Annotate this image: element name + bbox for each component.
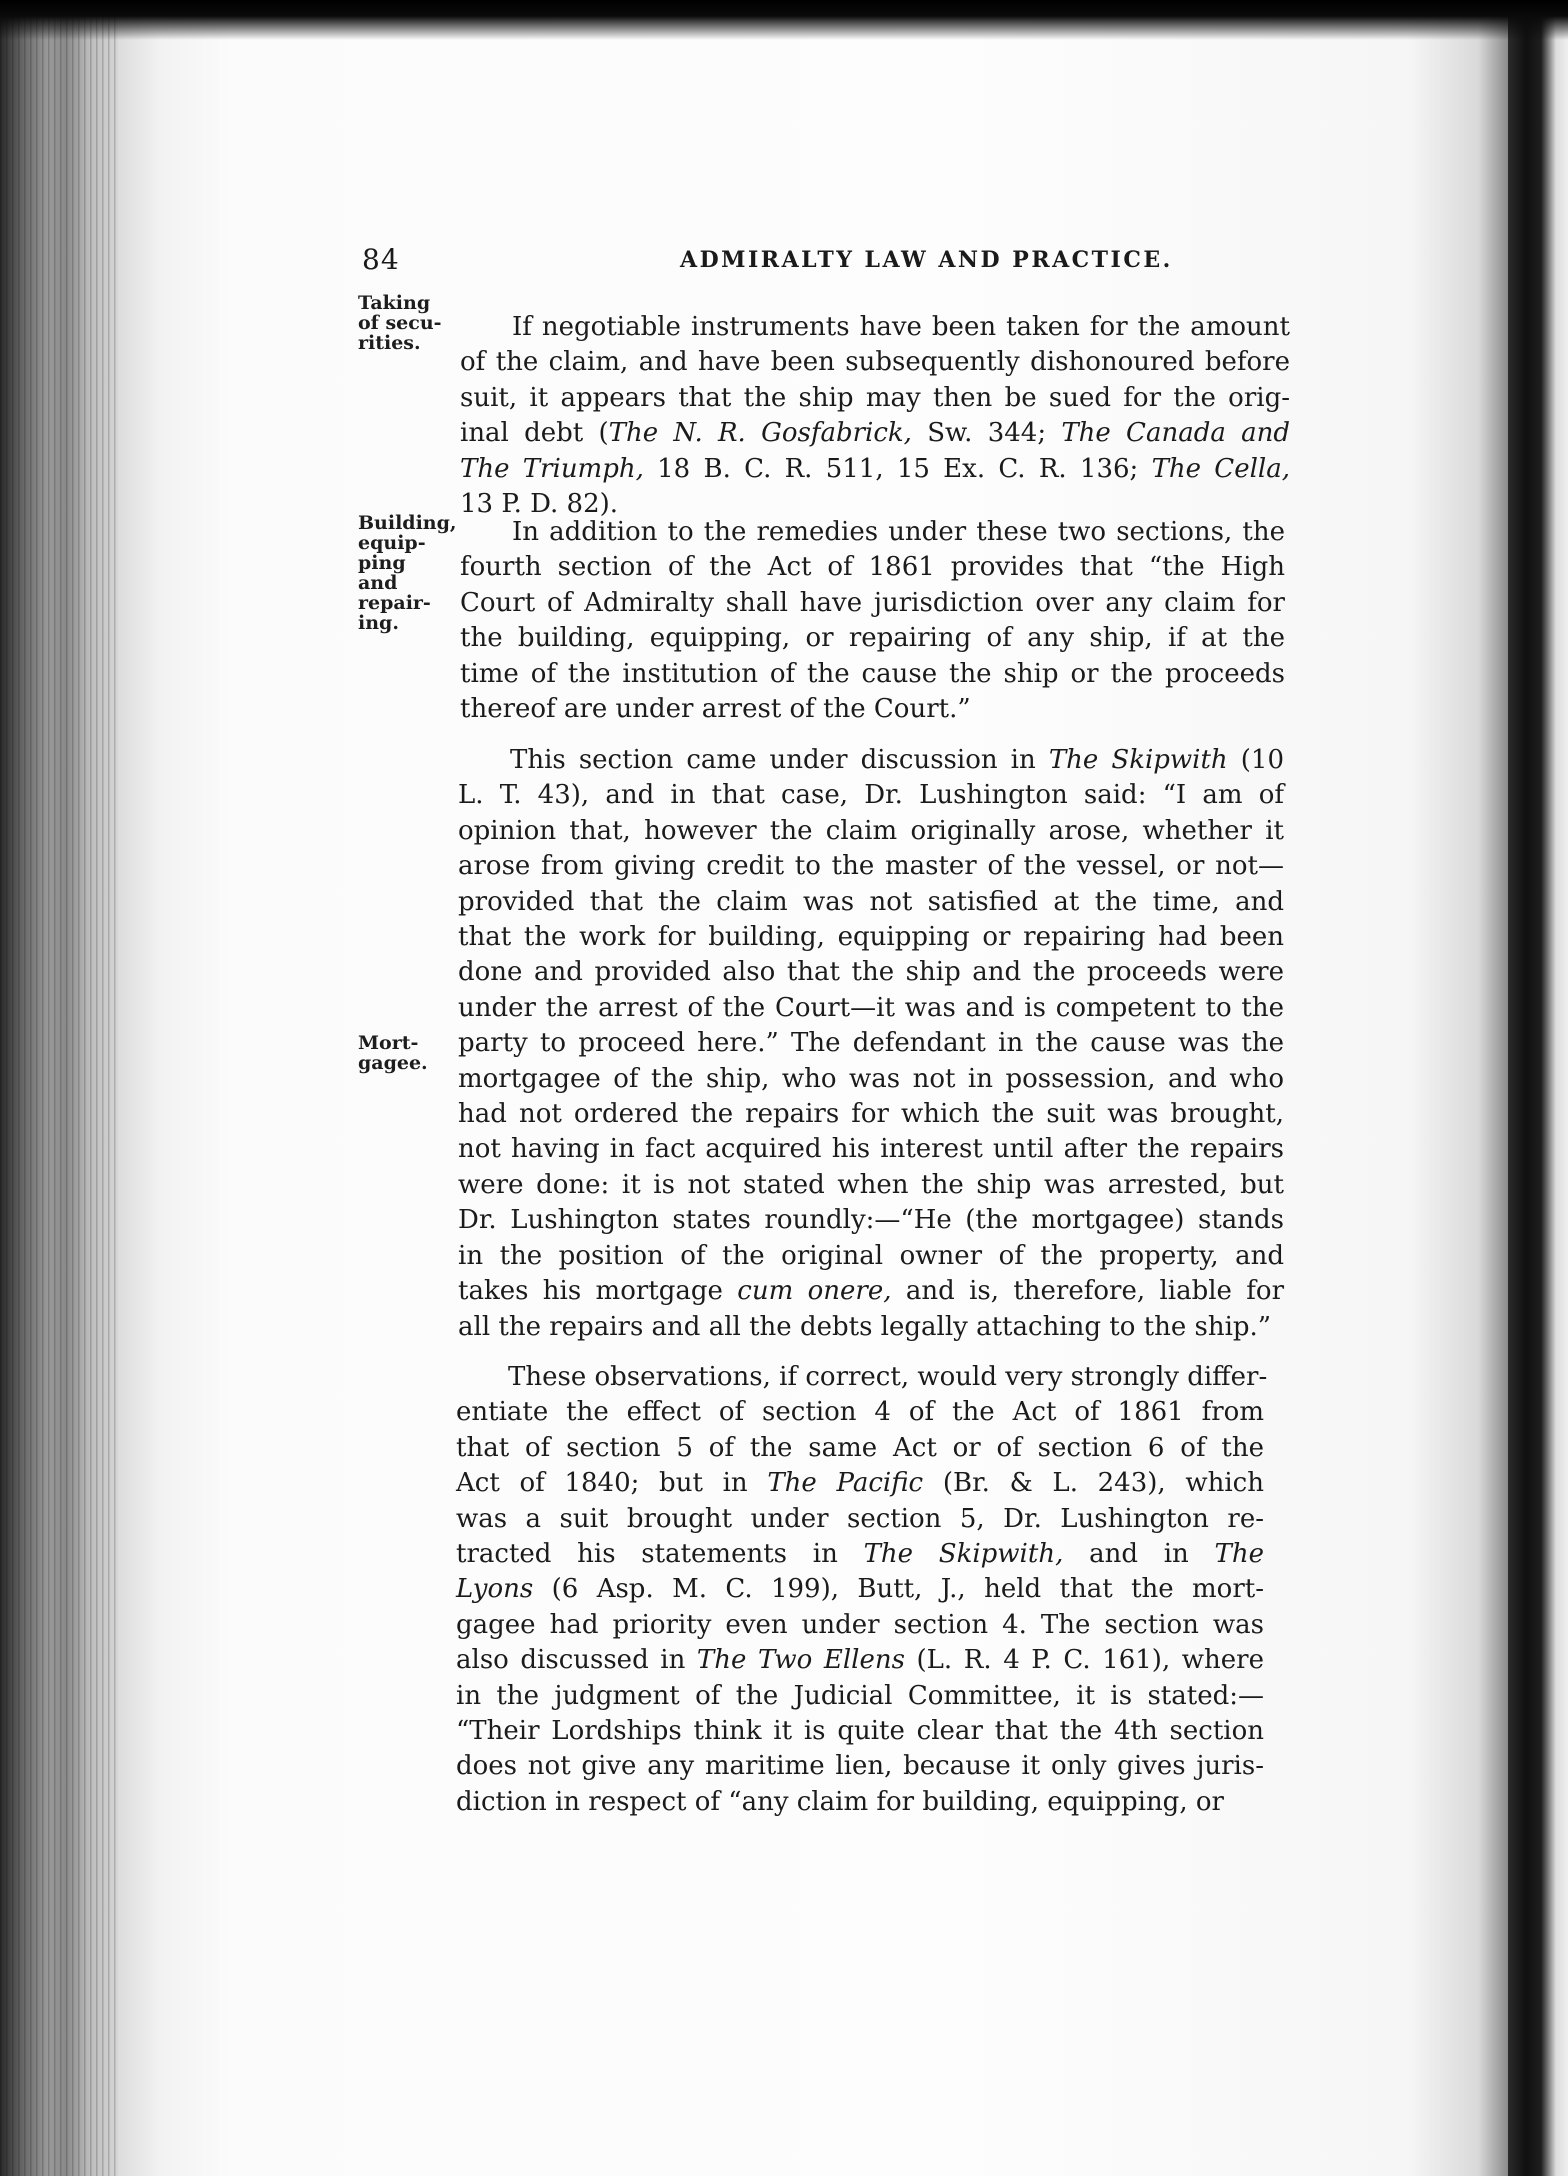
text-line: time of the institution of the cause the ship or the proceeds — [460, 658, 1285, 689]
paragraph-2 — [460, 515, 1285, 727]
text-line: tracted his statements in The Skipwith, and in The — [456, 1539, 1265, 1570]
text-line: Act of 1840; but in The Pacific (Br. & L. 243), which — [456, 1468, 1264, 1499]
text-line: under the arrest of the Court—it was and is competent to the — [458, 992, 1284, 1023]
text-line: in the position of the original owner of the property, and — [458, 1240, 1284, 1271]
text-line: takes his mortgage cum onere, and is, therefore, liable for — [458, 1276, 1284, 1307]
text-line: of the claim, and have been subsequently dishonoured before — [460, 347, 1290, 378]
page-header — [0, 243, 1568, 283]
text-line: Lyons (6 Asp. M. C. 199), Butt, J., held that the mort- — [456, 1574, 1264, 1605]
paragraph-3 — [458, 743, 1284, 1345]
page-number: 84 — [362, 243, 400, 276]
text-line: mortgagee of the ship, who was not in possession, and who — [458, 1063, 1284, 1094]
text-line: that the work for building, equipping or repairing had been — [458, 922, 1284, 953]
text-line: thereof are under arrest of the Court.” — [460, 694, 971, 725]
text-line: Dr. Lushington states roundly:—“He (the mortgagee) stands — [458, 1205, 1284, 1236]
text-line: “Their Lordships think it is quite clear that the 4th section — [456, 1716, 1264, 1747]
text-line: opinion that, however the claim originally arose, whether it — [458, 815, 1284, 846]
text-line: Court of Admiralty shall have jurisdiction over any claim for — [460, 587, 1285, 618]
text-line: in the judgment of the Judicial Committee, it is stated:— — [456, 1680, 1264, 1711]
text-line: entiate the effect of section 4 of the Act of 1861 from — [456, 1397, 1264, 1428]
top-shadow — [0, 0, 1568, 40]
text-line: also discussed in The Two Ellens (L. R. 4 P. C. 161), where — [456, 1645, 1264, 1676]
text-line: fourth section of the Act of 1861 provides that “the High — [460, 552, 1285, 583]
running-head: ADMIRALTY LAW AND PRACTICE. — [680, 247, 1173, 273]
margin-note-taking-of-securities: Taking of secu- rities. — [358, 292, 442, 354]
text-line: all the repairs and all the debts legally attaching to the ship.” — [458, 1311, 1272, 1342]
text-line: done and provided also that the ship and the proceeds were — [458, 957, 1284, 988]
margin-note-building-equipping: Building, equip- ping and repair- ing. — [358, 512, 457, 634]
text-line: had not ordered the repairs for which the suit was brought, — [458, 1099, 1284, 1130]
text-line: suit, it appears that the ship may then be sued for the orig- — [460, 382, 1290, 413]
paragraph-4 — [456, 1360, 1268, 1820]
text-line: diction in respect of “any claim for building, equipping, or — [456, 1786, 1224, 1817]
text-line: The Triumph, 18 B. C. R. 511, 15 Ex. C. R. 136; The Cella, — [460, 453, 1290, 484]
text-line: In addition to the remedies under these two sections, the — [512, 517, 1285, 547]
text-line: not having in fact acquired his interest until after the repairs — [458, 1134, 1284, 1165]
text-line: L. T. 43), and in that case, Dr. Lushington said: “I am of — [458, 780, 1284, 811]
text-line: inal debt (The N. R. Gosfabrick, Sw. 344; The Canada and — [460, 418, 1290, 449]
text-line: arose from giving credit to the master of the vessel, or not— — [458, 851, 1284, 882]
text-line: does not give any maritime lien, because it only gives juris- — [456, 1751, 1264, 1782]
paragraph-1 — [460, 310, 1290, 522]
text-line: that of section 5 of the same Act or of section 6 of the — [456, 1432, 1264, 1463]
text-line: 13 P. D. 82). — [460, 489, 619, 520]
text-line: provided that the claim was not satisfied at the time, and — [458, 886, 1284, 917]
book-binding-shadow — [1508, 0, 1568, 2176]
text-line: This section came under discussion in The Skipwith (10 — [510, 745, 1284, 775]
margin-note-mortgagee: Mort- gagee. — [358, 1032, 428, 1074]
text-line: These observations, if correct, would very strongly differ- — [508, 1362, 1268, 1392]
text-line: was a suit brought under section 5, Dr. Lushington re- — [456, 1503, 1264, 1534]
text-line: the building, equipping, or repairing of any ship, if at the — [460, 623, 1285, 654]
text-line: If negotiable instruments have been taken for the amount — [512, 312, 1290, 342]
text-line: were done: it is not stated when the ship was arrested, but — [458, 1169, 1284, 1200]
text-line: gagee had priority even under section 4. The section was — [456, 1609, 1264, 1640]
page-stack-edges — [0, 0, 120, 2176]
text-line: party to proceed here.” The defendant in the cause was the — [458, 1028, 1284, 1059]
